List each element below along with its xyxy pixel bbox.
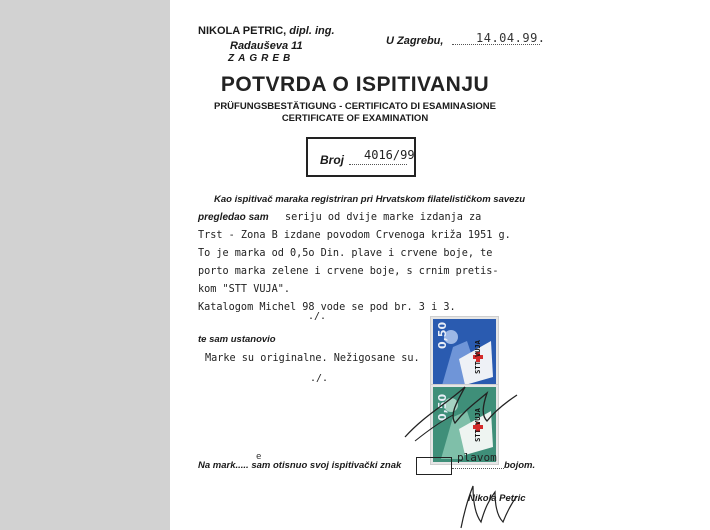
- number-label: Broj: [320, 153, 344, 167]
- date-value: 14.04.99.: [476, 31, 546, 45]
- stamp-blue-overprint: STT VUJA: [473, 340, 482, 374]
- issuer-name: NIKOLA PETRIC, dipl. ing.: [198, 25, 335, 37]
- number-value: 4016/99: [364, 148, 415, 162]
- issuer-city: ZAGREB: [228, 53, 295, 64]
- typed-line: Trst - Zona B izdane povodom Crvenoga križa 1951 g.: [198, 230, 511, 241]
- footer-superscript: e: [256, 452, 262, 462]
- examiner-mark-box: [416, 457, 452, 475]
- issuer-street: Radauševa 11: [230, 40, 303, 52]
- document-subtitle-2: CERTIFICATE OF EXAMINATION: [281, 113, 429, 124]
- typed-line: Katalogom Michel 98 vode se pod br. 3 i 3.: [198, 302, 456, 313]
- stamp-green-overprint: STT VUJA: [473, 408, 482, 442]
- document-subtitle-1: PRÜFUNGSBESTÄTIGUNG - CERTIFICATO DI ESAMINASIONE: [213, 101, 497, 112]
- mark-color-line: [452, 468, 504, 469]
- established-text: Marke su originalne. Nežigosane su.: [205, 353, 420, 364]
- stamp-green-value: 0,50: [436, 393, 449, 421]
- typed-line: kom "STT VUJA".: [198, 284, 291, 295]
- footer-suffix: bojom.: [504, 460, 536, 471]
- typed-line: To je marka od 0,5o Din. plave i crvene boje, te: [198, 248, 493, 259]
- stamp-blue-value: 0,50: [436, 321, 449, 349]
- signature-scribble: [395, 375, 525, 445]
- separator-dots: ./.: [308, 311, 327, 322]
- established-label: te sam ustanovio: [198, 334, 276, 345]
- intro-line-1: Kao ispitivač maraka registriran pri Hrvatskom filatelističkom savezu: [214, 194, 525, 205]
- footer-text: Na mark..... sam otisnuo svoj ispitivački znak: [198, 460, 402, 471]
- typed-line: seriju od dvije marke izdanja za: [285, 212, 482, 223]
- signer-signature: [455, 478, 535, 530]
- intro-line-2: pregledao sam: [198, 212, 269, 223]
- mark-color-value: plavom: [457, 451, 497, 464]
- place-label: U Zagrebu,: [386, 35, 444, 47]
- separator-dots: ./.: [310, 373, 329, 384]
- signer-name: Nikola Petric: [468, 493, 526, 504]
- document-title: POTVRDA O ISPITIVANJU: [220, 73, 490, 96]
- number-line: [349, 164, 407, 165]
- typed-line: porto marka zelene i crvene boje, s crnim pretis-: [198, 266, 499, 277]
